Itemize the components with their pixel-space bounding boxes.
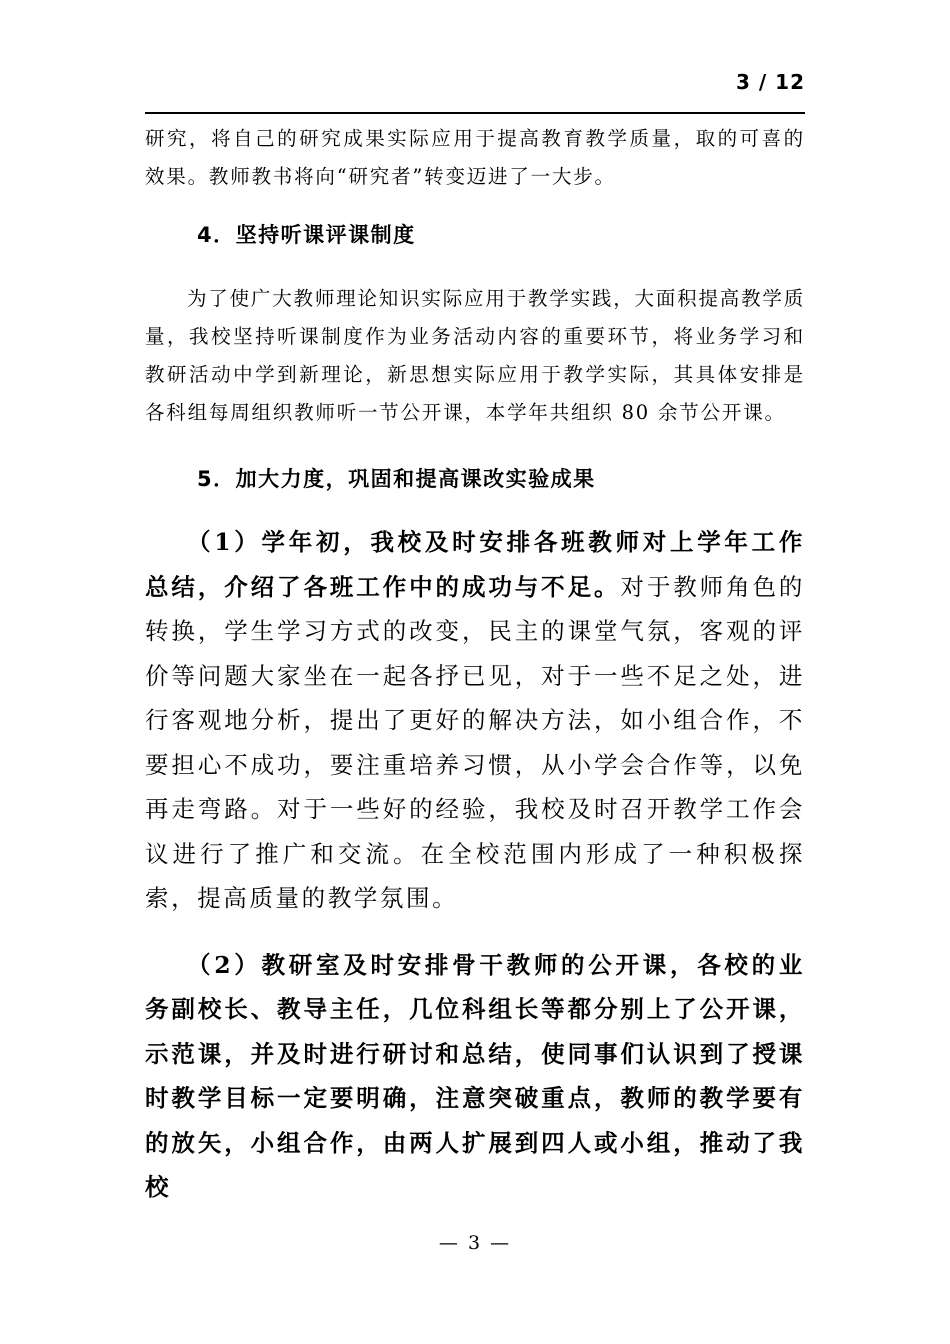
section-heading-4: 4．坚持听课评课制度 [197, 223, 416, 247]
paragraph-continued: 研究，将自己的研究成果实际应用于提高教育教学质量，取的可喜的效果。教师教书将向“研究者”转变迈进了一大步。 [145, 127, 805, 188]
paragraph-item-1 [145, 520, 805, 921]
paragraph-lecture-system: 为了使广大教师理论知识实际应用于教学实践，大面积提高教学质量，我校坚持听课制度作为业务活动内容的重要环节，将业务学习和教研活动中学到新理论，新思想实际应用于教学实际，其具体安排是各科组每周组织教师听一节公开课，本学年共组织 80 余节公开课。 [145, 287, 805, 424]
page-header [145, 64, 805, 114]
page-footer-number: — 3 — [438, 1232, 512, 1254]
section-heading-5: 5．加大力度，巩固和提高课改实验成果 [197, 467, 596, 491]
document-body [145, 120, 805, 1210]
paragraph-item-1-text: 对于教师角色的转换，学生学习方式的改变，民主的课堂气氛，客观的评价等问题大家坐在一起各抒已见，对于一些不足之处，进行客观地分析，提出了更好的解决方法，如小组合作，不要担心不成功，要注重培养习惯，从小学会合作等，以免再走弯路。对于一些好的经验，我校及时召开教学工作会议进行了推广和交流。在全校范围内形成了一种积极探索，提高质量的教学氛围。 [145, 572, 805, 912]
page-counter: 3 / 12 [736, 70, 805, 94]
paragraph-item-2: （2）教研室及时安排骨干教师的公开课，各校的业务副校长、教导主任，几位科组长等都分别上了公开课，示范课，并及时进行研讨和总结，使同事们认识到了授课时教学目标一定要明确，注意突破重点，教师的教学要有的放矢，小组合作，由两人扩展到四人或小组，推动了我校 [145, 950, 805, 1201]
paragraph-item-1-bold: （1）学年初，我校及时安排各班教师对上学年工作总结，介绍了各班工作中的成功与不足。 [145, 528, 805, 601]
